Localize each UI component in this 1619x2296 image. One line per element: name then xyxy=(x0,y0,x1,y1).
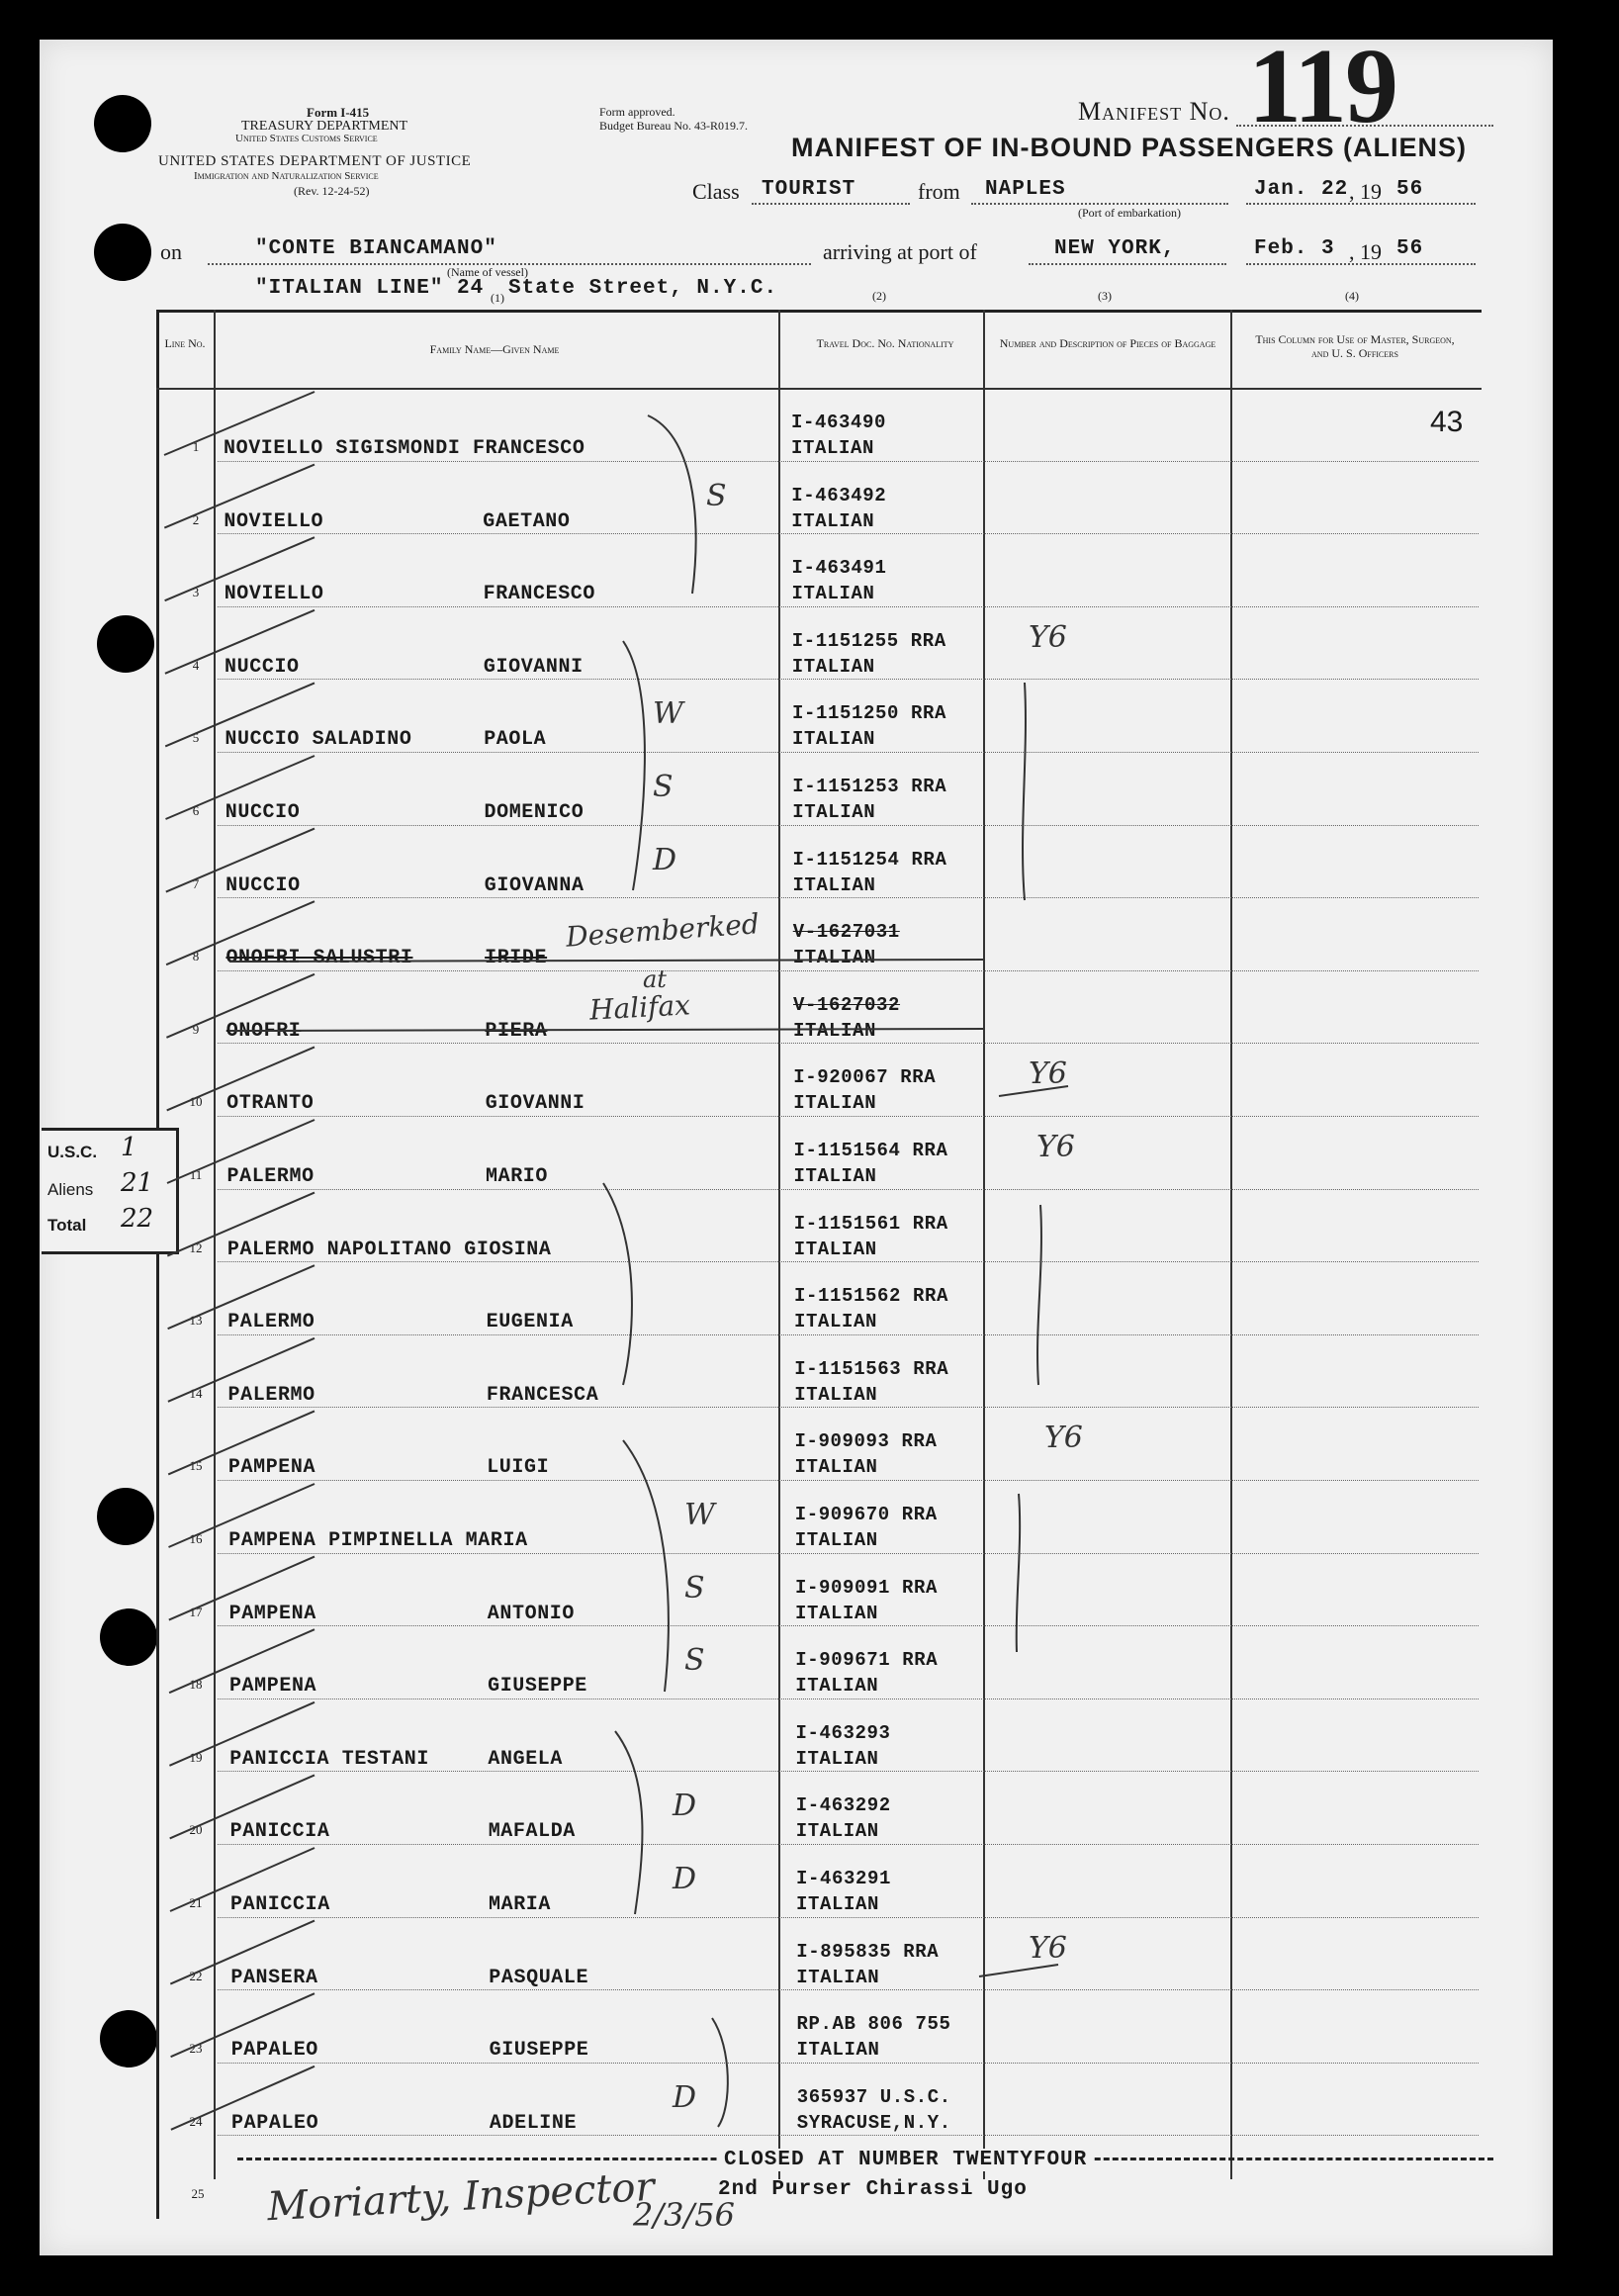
check-tick xyxy=(168,1338,315,1402)
baggage-mark: Y6 xyxy=(1029,1056,1067,1092)
manifest-number: 119 xyxy=(1248,28,1397,145)
baggage-mark: Y6 xyxy=(1029,619,1067,655)
row-number: 15 xyxy=(189,1458,203,1474)
row-number: 9 xyxy=(192,1021,200,1037)
family-name: NUCCIO xyxy=(225,655,300,679)
treasury-department: TREASURY DEPARTMENT xyxy=(241,119,408,134)
check-tick xyxy=(171,2066,315,2130)
family-name: PAPALEO xyxy=(230,2039,318,2063)
travel-doc-number: V-1627031 xyxy=(792,921,900,944)
given-name: GIOVANNI xyxy=(485,1092,585,1116)
given-name: MARIO xyxy=(486,1165,549,1188)
row-number: 24 xyxy=(189,2113,203,2129)
departure-year-prefix: , 19 xyxy=(1349,179,1382,204)
travel-doc-number: V-1627032 xyxy=(793,993,901,1016)
given-name: GIUSEPPE xyxy=(488,1675,587,1699)
relation-mark: D xyxy=(673,2079,697,2115)
check-tick xyxy=(165,537,315,600)
revision-date: (Rev. 12-24-52) xyxy=(294,184,370,198)
baggage-line xyxy=(979,1965,1058,1976)
travel-doc-number: I-1151255 RRA xyxy=(791,629,946,652)
check-tick xyxy=(166,756,315,819)
row-number: 20 xyxy=(189,1822,203,1838)
travel-doc-number: I-463490 xyxy=(791,412,887,433)
check-tick xyxy=(169,1629,315,1693)
given-name: GAETANO xyxy=(483,509,571,533)
nationality: ITALIAN xyxy=(791,437,875,459)
nationality: ITALIAN xyxy=(793,1019,877,1042)
relation-mark: D xyxy=(673,1862,697,1896)
travel-doc-number: I-920067 RRA xyxy=(793,1066,937,1089)
family-name: PALERMO xyxy=(227,1383,315,1407)
family-name: PANICCIA xyxy=(229,1820,330,1844)
arrival-date: Feb. 3 xyxy=(1254,237,1335,260)
nationality: ITALIAN xyxy=(795,1820,879,1843)
family-name: PANICCIA TESTANI xyxy=(229,1747,429,1771)
nationality: ITALIAN xyxy=(795,1602,879,1624)
row-number: 4 xyxy=(192,657,200,673)
check-tick xyxy=(167,1120,315,1183)
form-approved: Form approved. xyxy=(599,105,675,119)
header-line-no: Line No. xyxy=(164,336,206,350)
column-note-3: (3) xyxy=(1098,289,1112,303)
nationality: ITALIAN xyxy=(792,873,876,896)
nationality: ITALIAN xyxy=(794,1311,878,1333)
check-tick xyxy=(167,1047,315,1110)
handwritten-at: at xyxy=(643,965,667,993)
relation-mark: S xyxy=(684,1643,705,1679)
nationality: ITALIAN xyxy=(793,1092,877,1115)
nationality: ITALIAN xyxy=(795,1675,879,1698)
given-name: DOMENICO xyxy=(484,801,585,824)
handwritten-halifax: Halifax xyxy=(588,988,691,1027)
baggage-mark: Y6 xyxy=(1029,1930,1067,1966)
family-brace xyxy=(603,1183,632,1385)
nationality: ITALIAN xyxy=(796,1893,880,1915)
vessel-name-note: (Name of vessel) xyxy=(447,265,528,279)
row-number: 5 xyxy=(192,730,200,746)
family-brace xyxy=(623,1440,669,1692)
given-name: ANTONIO xyxy=(487,1602,576,1625)
strike-line xyxy=(229,1029,985,1031)
header-officers: This Column for Use of Master, Surgeon, and U. S. Officers xyxy=(1255,332,1455,360)
given-name: GIUSEPPE xyxy=(489,2039,589,2063)
stamp-aliens-label: Aliens xyxy=(47,1180,94,1199)
family-name: ONOFRI SALUSTRI xyxy=(225,947,413,970)
nationality: ITALIAN xyxy=(794,1456,878,1479)
header-baggage: Number and Description of Pieces of Baggage xyxy=(999,336,1216,350)
row-number: 14 xyxy=(189,1385,203,1401)
row-number: 19 xyxy=(189,1749,203,1765)
row-number: 13 xyxy=(189,1313,203,1329)
given-name: MAFALDA xyxy=(488,1820,576,1844)
check-tick xyxy=(166,901,315,964)
travel-doc-number: I-909671 RRA xyxy=(795,1649,939,1672)
given-name: FRANCESCO xyxy=(483,583,596,606)
arriving-label: arriving at port of xyxy=(823,239,977,264)
travel-doc-number: I-463293 xyxy=(795,1721,891,1744)
nationality: ITALIAN xyxy=(792,801,876,823)
port-of-embarkation: NAPLES xyxy=(985,178,1066,201)
family-brace xyxy=(712,2018,728,2127)
travel-doc-number: I-1151562 RRA xyxy=(794,1285,949,1308)
check-tick xyxy=(167,1193,315,1256)
baggage-mark: Y6 xyxy=(1036,1130,1075,1164)
check-tick xyxy=(171,1993,315,2057)
given-name: GIOVANNI xyxy=(483,655,584,679)
travel-doc-number: I-1151564 RRA xyxy=(793,1140,948,1161)
travel-doc-number: I-1151254 RRA xyxy=(792,848,947,871)
stamp-usc-label: U.S.C. xyxy=(47,1143,98,1161)
row-number: 2 xyxy=(192,511,200,527)
class-label: Class xyxy=(692,179,740,204)
check-tick xyxy=(168,1411,315,1474)
arrival-port: NEW YORK, xyxy=(1054,237,1176,260)
line-address-note: (1) xyxy=(491,291,504,305)
family-brace xyxy=(648,415,696,594)
baggage-line xyxy=(999,1086,1068,1096)
stamp-total-label: Total xyxy=(47,1216,87,1235)
inspector-signature: Moriarty, Inspector xyxy=(266,2163,656,2231)
line-address: "ITALIAN LINE" 24 xyxy=(255,277,485,300)
family-name: OTRANTO xyxy=(226,1092,315,1116)
row-number: 10 xyxy=(189,1094,203,1110)
given-name: LUIGI xyxy=(487,1456,550,1480)
row-number: 1 xyxy=(192,439,200,454)
relation-mark: D xyxy=(673,1789,697,1824)
check-tick xyxy=(169,1484,315,1547)
family-name: PAPALEO xyxy=(231,2111,319,2135)
family-name: PANICCIA xyxy=(230,1893,330,1916)
travel-doc-number: I-463291 xyxy=(796,1868,892,1889)
check-tick xyxy=(169,1557,315,1620)
header-name: Family Name—Given Name xyxy=(429,342,560,356)
baggage-line xyxy=(1023,683,1026,900)
family-name: PALERMO xyxy=(227,1311,315,1334)
family-name: PANSERA xyxy=(230,1966,318,1989)
nationality: ITALIAN xyxy=(796,1966,880,1988)
family-name: PAMPENA xyxy=(228,1602,316,1625)
family-brace xyxy=(623,641,645,890)
nationality: ITALIAN xyxy=(795,1747,879,1770)
check-tick xyxy=(170,1921,315,1984)
strike-line xyxy=(229,960,985,962)
check-tick xyxy=(165,683,315,746)
check-tick xyxy=(166,829,315,892)
relation-mark: W xyxy=(653,696,683,732)
closing-statement: CLOSED AT NUMBER TWENTYFOUR xyxy=(718,2149,1093,2171)
check-tick xyxy=(170,1848,315,1911)
given-name: ADELINE xyxy=(489,2111,578,2135)
travel-doc-number: I-909670 RRA xyxy=(794,1504,938,1525)
check-tick xyxy=(168,1265,315,1329)
family-name: NOVIELLO xyxy=(224,509,324,533)
travel-doc-number: I-1151250 RRA xyxy=(792,702,947,725)
manifest-number-label: Manifest No. xyxy=(1078,97,1230,126)
nationality: ITALIAN xyxy=(794,1529,878,1551)
port-embarkation-note: (Port of embarkation) xyxy=(1078,206,1181,220)
baggage-mark: Y6 xyxy=(1044,1421,1083,1456)
check-tick xyxy=(170,1775,315,1838)
baggage-line xyxy=(1037,1205,1041,1385)
nationality: ITALIAN xyxy=(793,1238,877,1260)
family-name: PALERMO NAPOLITANO GIOSINA xyxy=(226,1238,552,1261)
row-number: 3 xyxy=(192,585,200,600)
travel-doc-number: I-1151561 RRA xyxy=(793,1212,948,1235)
departure-date: Jan. 22 xyxy=(1254,178,1349,201)
family-name: NUCCIO xyxy=(225,873,301,897)
handwritten-disembarked: Desemberked xyxy=(565,907,761,954)
family-name: NUCCIO xyxy=(225,801,301,824)
immigration-service: Immigration and Naturalization Service xyxy=(194,170,379,182)
row-number: 22 xyxy=(189,1968,203,1983)
baggage-line xyxy=(1017,1494,1020,1652)
row-number: 11 xyxy=(189,1167,203,1182)
row-number: 16 xyxy=(189,1531,203,1546)
arrival-year: 56 xyxy=(1396,237,1424,260)
stamp-total-value: 22 xyxy=(121,1204,154,1234)
row-number: 12 xyxy=(189,1240,203,1255)
stamp-usc-value: 1 xyxy=(121,1133,137,1162)
department-of-justice: UNITED STATES DEPARTMENT OF JUSTICE xyxy=(158,153,472,169)
stamp-aliens-value: 21 xyxy=(121,1168,154,1198)
customs-service: United States Customs Service xyxy=(235,133,378,144)
row-number: 8 xyxy=(192,949,200,964)
family-name: NUCCIO SALADINO xyxy=(225,728,412,752)
nationality: SYRACUSE,N.Y. xyxy=(796,2111,951,2134)
row-number: 21 xyxy=(189,1895,203,1910)
arrival-year-prefix: , 19 xyxy=(1349,239,1382,264)
on-label: on xyxy=(160,239,182,264)
family-name: PALERMO xyxy=(226,1165,315,1188)
family-name: PAMPENA PIMPINELLA MARIA xyxy=(228,1529,528,1552)
from-label: from xyxy=(918,179,960,204)
class-value: TOURIST xyxy=(762,178,856,201)
relation-mark: S xyxy=(706,478,727,513)
travel-doc-number: I-1151253 RRA xyxy=(792,776,947,797)
relation-mark: S xyxy=(684,1570,705,1606)
given-name: EUGENIA xyxy=(486,1311,574,1334)
column-note-2: (2) xyxy=(872,289,886,303)
travel-doc-number: I-895835 RRA xyxy=(796,1940,940,1963)
given-name: PAOLA xyxy=(484,728,547,752)
check-tick xyxy=(166,974,315,1038)
nationality: ITALIAN xyxy=(792,728,876,751)
check-tick xyxy=(165,610,315,674)
nationality: ITALIAN xyxy=(791,655,875,678)
family-name: ONOFRI xyxy=(225,1019,302,1043)
family-name: PAMPENA xyxy=(227,1456,316,1480)
given-name: GIOVANNA xyxy=(484,873,585,897)
nationality: ITALIAN xyxy=(792,947,876,969)
purser-name: 2nd Purser Chirassi Ugo xyxy=(718,2178,1028,2201)
column-note-4: (4) xyxy=(1345,289,1359,303)
travel-doc-number: I-463292 xyxy=(795,1794,891,1817)
family-name: NOVIELLO SIGISMONDI FRANCESCO xyxy=(224,437,585,460)
given-name: ANGELA xyxy=(488,1747,564,1771)
given-name: IRIDE xyxy=(485,947,548,970)
relation-mark: S xyxy=(653,770,674,804)
relation-mark: W xyxy=(684,1498,715,1532)
header-travel-doc: Travel Doc. No. Nationality xyxy=(816,336,954,350)
travel-doc-number: I-909091 RRA xyxy=(795,1576,939,1599)
signature-date: 2/3/56 xyxy=(633,2196,735,2234)
nationality: ITALIAN xyxy=(791,583,875,605)
family-name: PAMPENA xyxy=(228,1675,317,1699)
row-number: 23 xyxy=(189,2041,203,2057)
row-number: 6 xyxy=(192,803,200,818)
family-name: NOVIELLO xyxy=(224,583,324,606)
budget-bureau: Budget Bureau No. 43-R019.7. xyxy=(599,119,748,133)
family-brace xyxy=(615,1731,642,1914)
departure-year: 56 xyxy=(1396,178,1424,201)
given-name: FRANCESCA xyxy=(486,1383,599,1407)
given-name: PIERA xyxy=(485,1019,548,1043)
row-number: 18 xyxy=(189,1677,203,1693)
officer-note: 43 xyxy=(1430,406,1464,438)
nationality: ITALIAN xyxy=(793,1165,877,1187)
row-number: 25 xyxy=(191,2186,205,2201)
travel-doc-number: 365937 U.S.C. xyxy=(796,2085,951,2108)
vessel-name: "CONTE BIANCAMANO" xyxy=(255,237,497,260)
check-tick xyxy=(164,392,315,455)
page-title: MANIFEST OF IN-BOUND PASSENGERS (ALIENS) xyxy=(791,133,1468,162)
given-name: MARIA xyxy=(489,1893,552,1916)
row-number: 17 xyxy=(189,1604,203,1619)
nationality: ITALIAN xyxy=(796,2039,880,2062)
nationality: ITALIAN xyxy=(794,1383,878,1406)
travel-doc-number: I-463491 xyxy=(791,557,887,580)
travel-doc-number: I-463492 xyxy=(791,484,887,506)
form-id: Form I-415 xyxy=(307,105,370,120)
nationality: ITALIAN xyxy=(791,509,875,532)
relation-mark: D xyxy=(653,842,677,877)
travel-doc-number: I-1151563 RRA xyxy=(794,1357,949,1380)
check-tick xyxy=(164,465,315,528)
row-number: 7 xyxy=(192,875,200,891)
travel-doc-number: I-909093 RRA xyxy=(794,1430,938,1453)
given-name: PASQUALE xyxy=(489,1966,589,1989)
line-address-rest: State Street, N.Y.C. xyxy=(508,277,778,300)
travel-doc-number: RP.AB 806 755 xyxy=(796,2013,951,2036)
check-tick xyxy=(169,1702,315,1766)
